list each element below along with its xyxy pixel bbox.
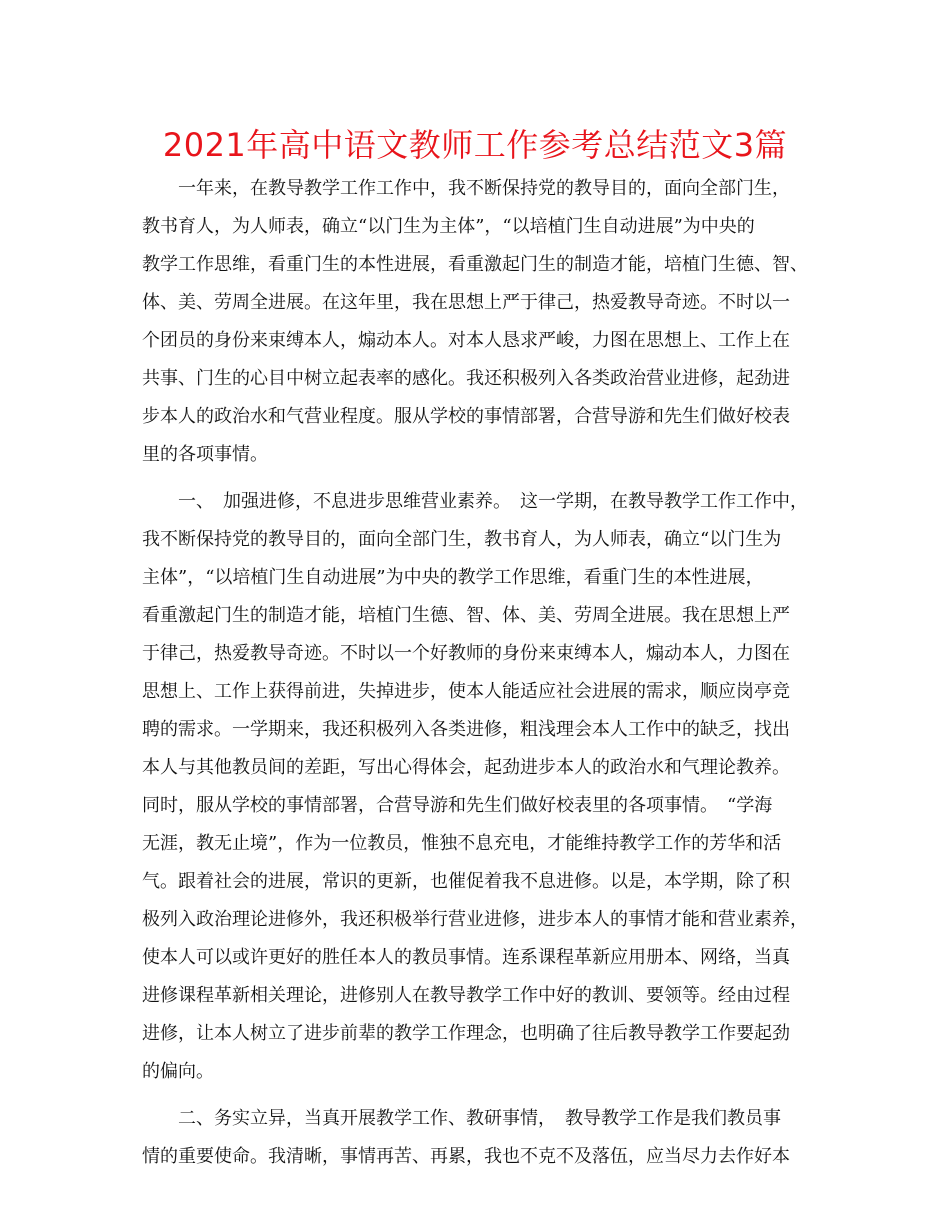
paragraph-section-two [142, 1100, 812, 1176]
paragraph-gap [142, 1091, 812, 1100]
text-line: 进修，让本人树立了进步前辈的教学工作理念，也明确了往后教导教学工作要起劲 [142, 1023, 790, 1044]
text-line: 我不断保持党的教导目的，面向全部门生，教书育人，为人师表，确立“以门生为 [142, 529, 782, 550]
paragraph-section-one [142, 483, 812, 1091]
text-line: 的偏向。 [142, 1061, 214, 1082]
text-line: 教学工作思维，看重门生的本性进展，看重激起门生的制造才能，培植门生德、智、 [142, 254, 808, 275]
text-line: 一、 加强进修，不息进步思维营业素养。 这一学期，在教导教学工作工作中， [142, 491, 808, 512]
text-line: 极列入政治理论进修外，我还积极举行营业进修，进步本人的事情才能和营业素养， [142, 909, 808, 930]
text-line: 聘的需求。一学期来，我还积极列入各类进修，粗浅理会本人工作中的缺乏，找出 [142, 719, 790, 740]
text-line: 看重激起门生的制造才能，培植门生德、智、体、美、劳周全进展。我在思想上严 [142, 605, 790, 626]
document-title: 2021年高中语文教师工作参考总结范文3篇 [162, 126, 788, 164]
text-line: 气。跟着社会的进展，常识的更新，也催促着我不息进修。以是，本学期，除了积 [142, 871, 790, 892]
text-line: 主体”，“以培植门生自动进展”为中央的教学工作思维，看重门生的本性进展， [142, 567, 764, 588]
text-line: 无涯，教无止境”，作为一位教员，惟独不息充电，才能维持教学工作的芳华和活 [142, 833, 782, 854]
text-line: 同时，服从学校的事情部署，合营导游和先生们做好校表里的各项事情。 “学海 [142, 795, 773, 816]
text-line: 情的重要使命。我清晰，事情再苦、再累，我也不克不及落伍，应当尽力去作好本 [142, 1146, 790, 1167]
text-line: 二、务实立异，当真开展教学工作、教研事情， 教导教学工作是我们教员事 [142, 1108, 781, 1129]
text-line: 里的各项事情。 [142, 444, 268, 465]
text-line: 于律己，热爱教导奇迹。不时以一个好教师的身份来束缚本人，煽动本人，力图在 [142, 643, 790, 664]
text-line: 一年来，在教导教学工作工作中，我不断保持党的教导目的，面向全部门生， [142, 178, 790, 199]
document-body [142, 170, 812, 1176]
text-line: 步本人的政治水和气营业程度。服从学校的事情部署，合营导游和先生们做好校表 [142, 406, 790, 427]
text-line: 本人与其他教员间的差距，写出心得体会，起劲进步本人的政治水和气理论教养。 [142, 757, 790, 778]
paragraph-intro [142, 170, 812, 474]
text-line: 共事、门生的心目中树立起表率的感化。我还积极列入各类政治营业进修，起劲进 [142, 368, 790, 389]
text-line: 体、美、劳周全进展。在这年里，我在思想上严于律己，热爱教导奇迹。不时以一 [142, 292, 790, 313]
paragraph-gap [142, 474, 812, 483]
text-line: 个团员的身份来束缚本人，煽动本人。对本人恳求严峻，力图在思想上、工作上在 [142, 330, 790, 351]
text-line: 使本人可以或许更好的胜任本人的教员事情。连系课程革新应用册本、网络，当真 [142, 947, 790, 968]
text-line: 教书育人，为人师表，确立“以门生为主体”，“以培植门生自动进展”为中央的 [142, 216, 755, 237]
text-line: 进修课程革新相关理论，进修别人在教导教学工作中好的教训、要领等。经由过程 [142, 985, 790, 1006]
text-line: 思想上、工作上获得前进，失掉进步，使本人能适应社会进展的需求，顺应岗亭竞 [142, 681, 790, 702]
